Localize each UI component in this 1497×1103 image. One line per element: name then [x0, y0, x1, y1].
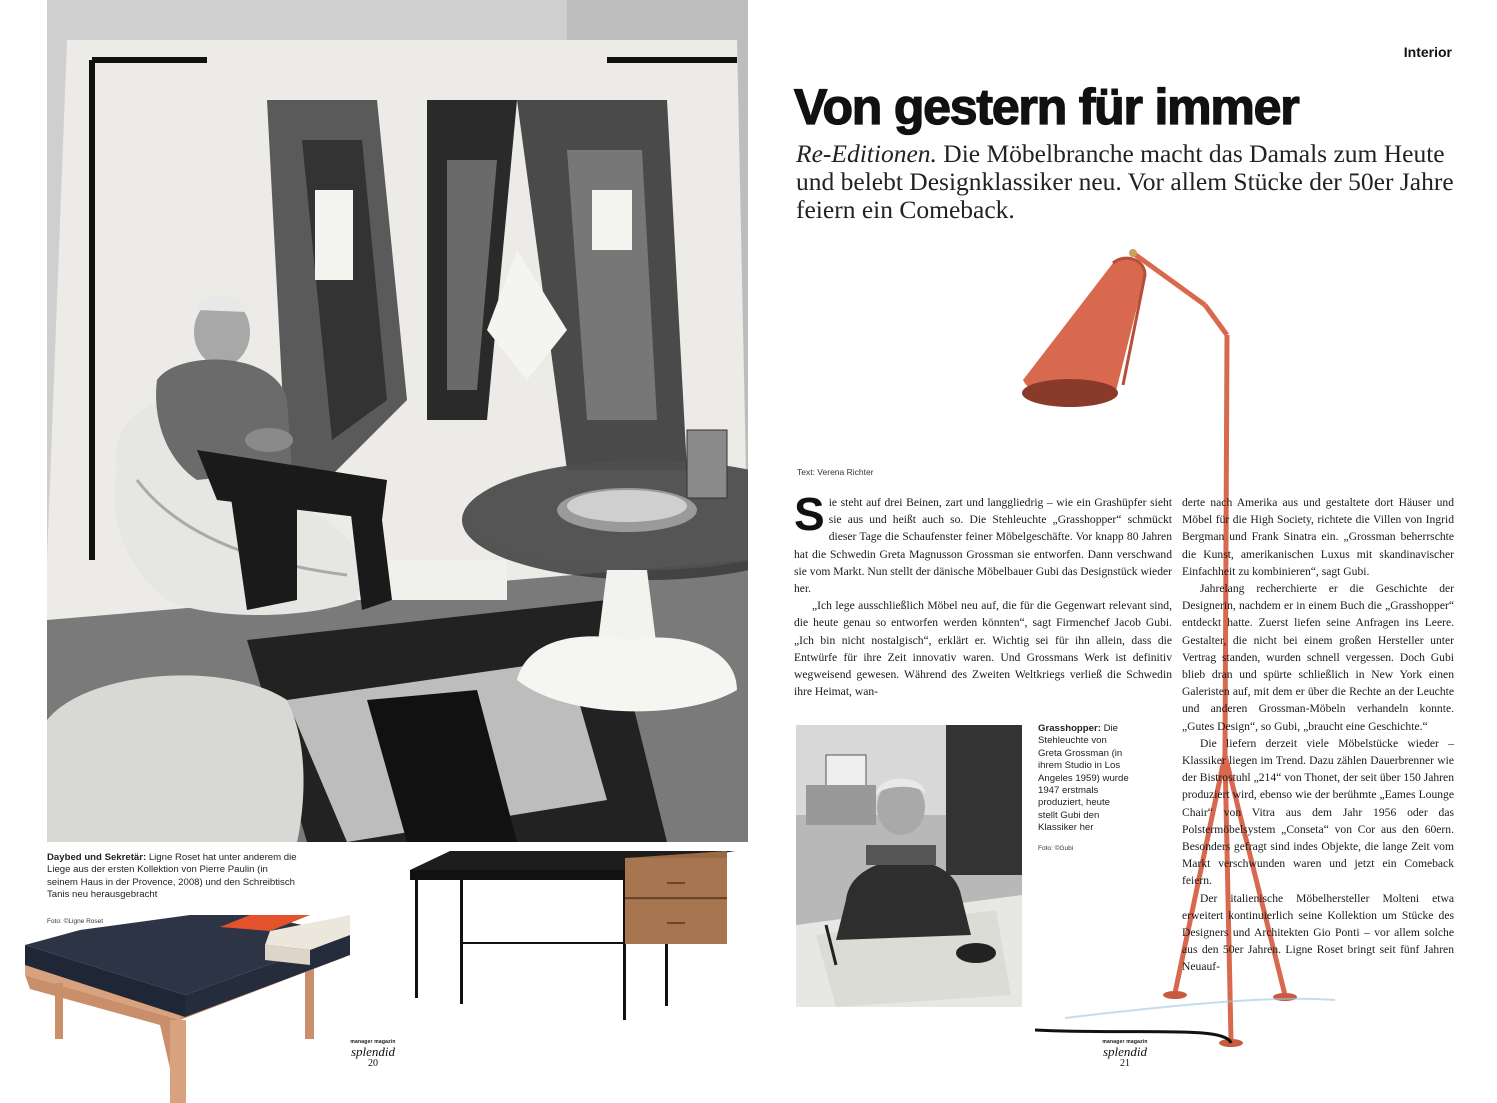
body-paragraph: Die liefern derzeit viele Möbelstücke wieder – Klassiker liegen im Trend. Dazu zählen Dauerbrenner wie der Bistrostuhl „214“ von Thonet, der seit über 150 Jahren produziert wird, ebenso wie der berühmte „Eames Lounge Chair“ von Vitra aus dem Jahr 1956 oder das Polstermöbelsystem „Conseta“ von Cor aus den 60ern. Besonders gefragt sind indes Objekte, die lange Zeit vom Markt verschwunden waren und jetzt ein Comeback feiern. [1182, 736, 1454, 888]
body-paragraph: Der italienische Möbelhersteller Molteni etwa erweitert kontinuierlich seine Kollektion um Stücke des Designers und Architekten Gio Ponti – vor allem solche aus den 50er Jahren. Ligne Roset bringt seit fünf Jahren Neuauf- [1182, 891, 1454, 974]
deck-text: Die Möbelbranche macht das Damals zum Heute und belebt Designklassiker neu. Vor allem Stücke der 50er Jahre feiern ein Comeback. [796, 139, 1454, 224]
deck-lead: Re-Editionen. [796, 139, 937, 168]
footer-kicker: manager magazin [1102, 1039, 1148, 1045]
deck [796, 140, 1456, 224]
caption-lead: Grasshopper: [1038, 723, 1101, 734]
right-caption [1038, 723, 1130, 855]
paragraph-text: ie steht auf drei Beinen, zart und langgliedrig – wie ein Grashüpfer sieht sie aus und heißt auch so. Die Stehleuchte „Grasshopper“ schmückt dieser Tage die Schaufenster feiner Möbelgeschäfte. Vor knapp 80 Jahren hat die Schwedin Greta Magnusson Grossman sie entworfen. Dann verschwand sie vom Markt. Nun stellt der dänische Möbelbauer Gubi das Designstück wieder her. [794, 496, 1172, 596]
daybed-photo [20, 905, 350, 1103]
body-paragraph: Jahrelang recherchierte er die Geschichte der Designerin, nachdem er in einem Buch die „Grasshopper“ entdeckt hatte. Zuerst liefen seine Anfragen ins Leere. Gestalter, die nicht bei einem großen Hersteller unter Vertrag standen, wurden schnell vergessen. Doch Gubi blieb dran und spürte schließlich in New York einen Galeristen auf, mit dem er über die Rechte an der Leuchte und anderen Grossman-Möbeln verhandeln konnte. „Gutes Design“, so Gubi, „braucht eine Geschichte.“ [1182, 582, 1454, 733]
author-credit: Text: Verena Richter [797, 467, 874, 477]
footer-brand: splendid [350, 1044, 396, 1059]
section-label: Interior [1403, 44, 1452, 60]
headline: Von gestern für immer [794, 79, 1299, 135]
caption-lead: Daybed und Sekretär: [47, 852, 147, 863]
caption-text: Die Stehleuchte von Greta Grossman (in ihrem Studio in Los Angeles 1959) wurde 1947 erstmals produziert, heute stellt Gubi den Klassiker her [1038, 723, 1129, 834]
page-number: 21 [1120, 1058, 1130, 1069]
right-footer [1092, 1040, 1158, 1069]
body-paragraph [794, 488, 1172, 597]
body-column-2 [1182, 494, 1454, 976]
body-paragraph: „Ich lege ausschließlich Möbel neu auf, die für die Gegenwart relevant sind, die heute genau so entworfen werden könnten“, sagt Firmenchef Jacob Gubi. „Ich bin nicht nostalgisch“, erklärt er. Wichtig sei für ihn allein, dass die Entwürfe für ihre Zeit innovativ waren. Und Grossmans Werk ist definitiv wegweisend gewesen. Während des Zweiten Weltkriegs verließ die Schwedin ihre Heimat, wan- [794, 599, 1172, 699]
left-footer [340, 1040, 406, 1069]
portrait-photo [796, 725, 1022, 1007]
dropcap: S [794, 488, 825, 540]
footer-kicker: manager magazin [350, 1039, 396, 1045]
body-column-1 [794, 488, 1172, 700]
body-paragraph: derte nach Amerika aus und gestaltete dort Häuser und Möbel für die High Society, richtete die Villen von Ingrid Bergman und Frank Sinatra ein. „Grossman beherrschte die Kunst, amerikanischen Luxus mit skandinavischer Einfachheit zu kombinieren“, sagt Gubi. [1182, 496, 1454, 578]
page-number: 20 [368, 1058, 378, 1069]
footer-brand: splendid [1102, 1044, 1148, 1059]
photo-credit: Foto: ©Ligne Roset [47, 917, 104, 925]
caption-text: Ligne Roset hat unter anderem die Liege aus der ersten Kollektion von Pierre Paulin (in seinem Haus in der Provence, 2008) und den Schreibtisch Tanis neu herausgebracht [47, 852, 297, 901]
desk-photo [405, 848, 745, 1020]
photo-credit: Foto: ©Gubi [1038, 844, 1074, 852]
hero-photo [47, 0, 748, 842]
